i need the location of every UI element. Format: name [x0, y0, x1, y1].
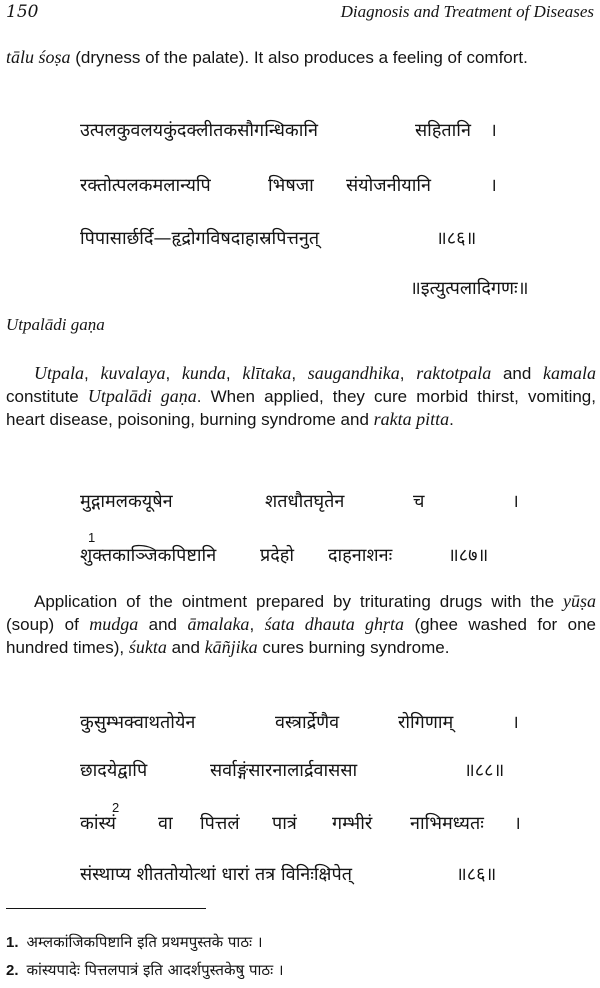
verse-segment: कुसुम्भक्वाथतोयेन — [80, 712, 196, 733]
verse-segment: मुद्गामलकयूषेन — [80, 491, 173, 512]
section-heading: Utpalādi gaṇa — [6, 315, 105, 334]
verse-segment: च — [413, 491, 425, 512]
verse-danda: । — [514, 813, 521, 834]
term: rakta pitta — [373, 409, 450, 429]
footnote — [6, 960, 284, 980]
term: saugandhika — [307, 363, 400, 383]
text: and — [166, 638, 205, 657]
verse-segment: संयोजनीयानि — [346, 175, 432, 196]
intro-text: (dryness of the palate). It also produces a feeling of comfort. — [70, 48, 528, 67]
term: raktotpala — [416, 363, 492, 383]
term: kunda — [181, 363, 226, 383]
verse-danda: । — [512, 712, 519, 733]
footnote — [6, 932, 263, 952]
verse-segment: ॥इत्युत्पलादिगणः॥ — [410, 278, 529, 299]
text: . When applied, they cure morbid thirst, vomiting, heart disease, poisoning, burning syndrome and — [6, 387, 596, 429]
verse-segment: शुक्तकाञ्जिकपिष्टानि — [80, 545, 217, 566]
verse-segment: छादयेद्वापि — [80, 760, 148, 781]
verse-line — [80, 811, 530, 837]
verse-segment: वा — [158, 813, 173, 834]
text: Application of the ointment prepared by triturating drugs with the — [34, 592, 563, 611]
verse-colophon — [410, 276, 590, 302]
verse-line — [80, 173, 500, 199]
term: śata dhauta ghṛta — [264, 614, 405, 634]
page-number: 150 — [6, 2, 39, 22]
intro-paragraph — [6, 46, 596, 69]
verse-line — [80, 118, 500, 144]
term: klītaka — [242, 363, 292, 383]
verse-number: ॥८६॥ — [436, 228, 477, 249]
verse-line — [80, 758, 530, 784]
text: constitute — [6, 387, 88, 406]
footnote-divider — [6, 908, 206, 909]
verse-number: ॥८८॥ — [464, 760, 505, 781]
verse-line — [80, 862, 540, 888]
verse-segment: कांस्यं — [80, 813, 116, 834]
term-talu-sosa: tālu śoṣa — [6, 47, 71, 67]
verse-segment: सर्वाङ्गंसारनालार्द्रवाससा — [210, 760, 358, 781]
text: (ghee washed for one hundred times), — [6, 615, 596, 657]
term: mudga — [89, 614, 139, 634]
term: śukta — [128, 637, 167, 657]
text: , — [249, 615, 265, 634]
footnote-text: अम्लकांजिकपिष्टानि इति प्रथमपुस्तके पाठः । — [26, 933, 263, 951]
verse-segment: रक्तोत्पलकमलान्यपि — [80, 175, 211, 196]
text: and — [491, 364, 544, 383]
verse-segment: शतधौतघृतेन — [265, 491, 345, 512]
verse-line — [80, 226, 520, 252]
term: Utpala — [34, 363, 85, 383]
term: kāñjika — [204, 637, 258, 657]
verse-segment: संस्थाप्य शीततोयोत्थां धारां तत्र विनिःक्षिपेत् — [80, 864, 352, 885]
text: cures burning syndrome. — [257, 638, 450, 657]
verse-danda: । — [490, 175, 497, 196]
running-title: Diagnosis and Treatment of Diseases — [340, 2, 594, 21]
text: (soup) of — [6, 615, 90, 634]
verse-danda: । — [490, 120, 497, 141]
verse-segment: दाहनाशनः — [328, 545, 393, 566]
paragraph-application — [6, 590, 596, 659]
verse-segment: पित्तलं — [200, 813, 240, 834]
text: . — [449, 410, 454, 429]
verse-segment: उत्पलकुवलयकुंदक्लीतकसौगन्धिकानि — [80, 120, 319, 141]
footnote-marker: 2 — [112, 800, 120, 815]
footnote-number: 2. — [6, 962, 19, 979]
verse-segment: नाभिमध्यतः — [410, 813, 484, 834]
verse-segment: वस्त्रार्द्रेणैव — [275, 712, 340, 733]
text: and — [138, 615, 188, 634]
footnote-text: कांस्यपादेः पित्तलपात्रं इति आदर्शपुस्तकेषु पाठः । — [26, 961, 284, 979]
verse-segment: भिषजा — [268, 175, 314, 196]
footnote-number: 1. — [6, 934, 19, 951]
term: kamala — [543, 363, 597, 383]
verse-segment: गम्भीरं — [332, 813, 373, 834]
verse-segment: पिपासार्छर्दि—हृद्रोगविषदाहास्रपित्तनुत् — [80, 228, 320, 249]
verse-line — [80, 489, 520, 515]
term: yūṣa — [563, 591, 596, 611]
paragraph-utpaladi: Utpala, kuvalaya, kunda, klītaka, saugandhika, raktotpala and kamala constitute Utpalādi gaṇa. When applied, they cure morbid thirst, vomiting, heart disease, poisoning, burning syndrome and rakta pitta. — [6, 363, 597, 429]
verse-danda: । — [512, 491, 519, 512]
footnote-marker: 1 — [88, 530, 96, 545]
verse-number: ॥८६॥ — [456, 864, 497, 885]
verse-segment: प्रदेहो — [260, 545, 295, 566]
verse-line — [80, 543, 530, 569]
term: Utpalādi gaṇa — [87, 386, 197, 406]
verse-line — [80, 710, 520, 736]
term: āmalaka — [187, 614, 250, 634]
verse-segment: सहितानि — [415, 120, 471, 141]
verse-number: ॥८७॥ — [448, 545, 489, 566]
verse-segment: पात्रं — [272, 813, 297, 834]
term: kuvalaya — [100, 363, 166, 383]
verse-segment: रोगिणाम् — [398, 712, 454, 733]
